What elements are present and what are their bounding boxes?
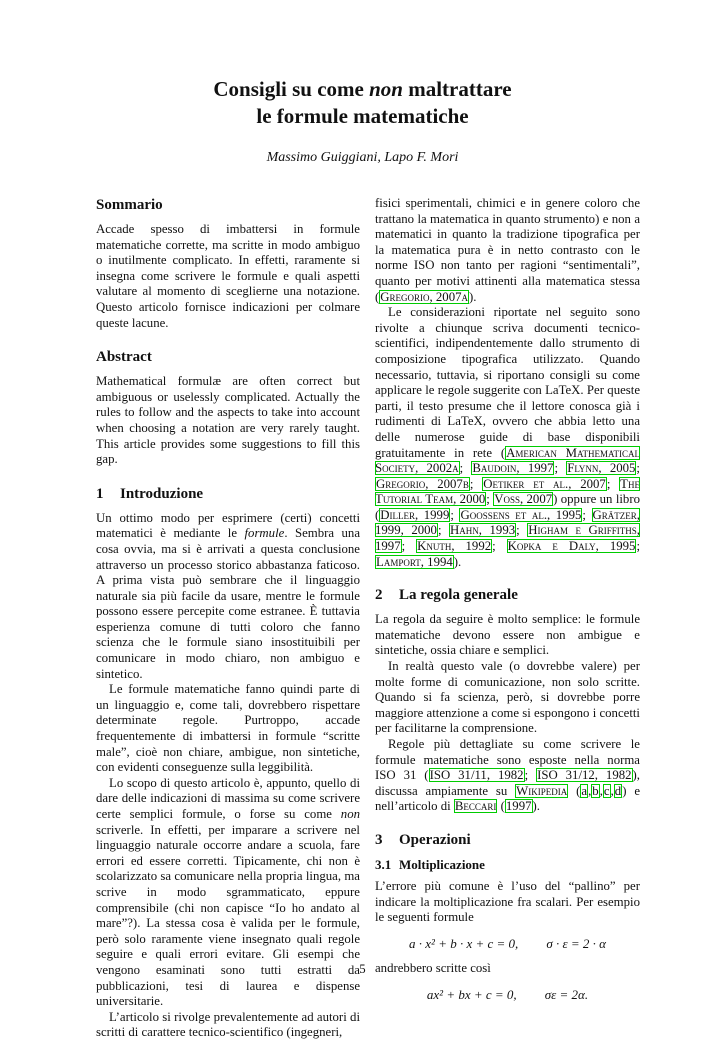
citation-link[interactable]: c: [603, 783, 610, 798]
citation-link[interactable]: The Tutorial Team, 2000: [375, 476, 640, 507]
citation-link[interactable]: Hahn, 1993: [450, 523, 516, 538]
regola-paragraph-1: La regola da seguire è molto semplice: le formule matematiche devono essere non ambigue e sintetiche, ossia chiare e semplici.: [375, 612, 640, 658]
moltiplicazione-heading: 3.1 Moltiplicazione: [375, 856, 485, 872]
sommario-heading: Sommario: [96, 197, 163, 213]
citation-link[interactable]: Diller, 1999: [380, 507, 450, 522]
intro-section: [96, 485, 360, 1041]
citation-link[interactable]: Wikipedia: [516, 783, 568, 798]
citation-link[interactable]: a: [581, 783, 588, 798]
citation-link[interactable]: Beccari: [454, 799, 497, 814]
sommario-text: Accade spesso di imbattersi in formule matematiche corrette, ma scritte in modo ambiguo o inutilmente complicato. In effetti, raramente si insegna come scrivere le formule e quali aspetti valutare al momento di sceglierne una notazione. Questo articolo fornisce indicazioni per colmare queste lacune.: [96, 222, 360, 330]
citation-link[interactable]: Baudoin, 1997: [472, 461, 554, 476]
regola-heading: 2 La regola generale: [375, 587, 518, 604]
page-number: 5: [359, 962, 366, 976]
formula-2: ax² + bx + c = 0, σε = 2α.: [426, 986, 589, 1002]
abstract-heading: Abstract: [96, 349, 152, 366]
citation-link[interactable]: b: [592, 783, 599, 798]
citation-link[interactable]: Higham e Griffiths, 1997: [375, 523, 641, 554]
intro-continued-2: Le considerazioni riportate nel seguito sono rivolte a chiunque scriva documenti tecnico-scientifici, indipendentemente dallo strumento di composizione tipografica utilizzato. Quando necessario, tuttavia, si riportano consigli su come applicare le regole suggerite con LaTeX. Per queste parti, il testo presume che il lettore conosca già i rudimenti di LaTeX, ovvero che abbia letto una delle numerose guide di base disponibili gratuitamente in rete (American Mathematical Society, 2002a; Baudoin, 1997; Flynn, 2005; Gregorio, 2007b; Oetiker et al., 2007; The Tutorial Team, 2000; Voss, 2007) oppure un libro (Diller, 1999; Goossens et al., 1995; Grätzer, 1999, 2000; Hahn, 1993; Higham e Griffiths, 1997; Knuth, 1992; Kopka e Daly, 1995; Lamport, 1994).: [375, 305, 641, 569]
citation-link[interactable]: d: [614, 783, 622, 798]
left-column: [96, 196, 360, 1041]
operazioni-paragraph-2: andrebbero scritte così: [375, 961, 491, 976]
citation-link[interactable]: ISO 31/11, 1982: [429, 768, 524, 783]
formula-1: a · x² + b · x + c = 0, σ · ε = 2 · α: [409, 935, 606, 951]
sommario-section: [96, 196, 360, 331]
citation-link[interactable]: Grätzer, 1999, 2000: [375, 507, 640, 538]
operazioni-heading: 3 Operazioni: [375, 831, 471, 848]
citation-link[interactable]: Lamport, 1994: [376, 554, 453, 569]
intro-paragraph-4: L’articolo si rivolge prevalentemente ad autori di scritti di carattere tecnico-scientifico (ingegneri,: [96, 1009, 360, 1040]
citation-link[interactable]: 1997: [505, 799, 532, 814]
citation-link[interactable]: Kopka e Daly, 1995: [507, 539, 636, 554]
right-column: [375, 196, 640, 1013]
regola-paragraph-2: In realtà questo vale (o dovrebbe valere) per molte forme di comunicazione, non solo scritte. Quando si fa scienza, però, si dovrebbe porre maggiore attenzione a come si espongono i concetti per facilitarne la comprensione.: [375, 659, 640, 736]
intro-heading: 1 Introduzione: [96, 485, 204, 502]
citation-link[interactable]: Goossens et al., 1995: [460, 507, 582, 522]
intro-paragraph-1: Un ottimo modo per esprimere (certi) concetti matematici è mediante le formule. Sembra una cosa ovvia, ma si è arrivati a questa conclusione attraverso un processo storico abbastanza faticoso. A prima vista può sembrare che il linguaggio naturale sia più facile da usare, mentre le formule possono essere percepite come estranee. È tuttavia esperienza comune di tutti coloro che fanno scienza che le formule siano insostituibili per comunicare in modo chiaro, non ambiguo e sintetico.: [96, 510, 360, 681]
citation-link[interactable]: Voss, 2007: [494, 492, 553, 507]
regola-paragraph-3: Regole più dettagliate su come scrivere le formule matematiche sono esposte nella norma ISO 31 (ISO 31/11, 1982; ISO 31/12, 1982), discussa ampiamente su Wikipedia (a,b,c,d) e nell’articolo di Beccari (1997).: [375, 737, 640, 814]
page-title: Consigli su come non maltrattare le formule matematiche: [213, 77, 512, 128]
operazioni-paragraph-1: L’errore più comune è l’uso del “pallino” per indicare la moltiplicazione fra scalari. Per esempio le seguenti formule: [375, 878, 640, 925]
citation-link[interactable]: American Mathematical Society, 2002a: [375, 445, 640, 476]
citation-link[interactable]: Gregorio, 2007b: [376, 476, 469, 491]
citation-link[interactable]: ISO 31/12, 1982: [537, 768, 632, 783]
intro-continued-1: fisici sperimentali, chimici e in genere coloro che trattano la matematica in quanto strumento) e non a matematici in quanto la tradizione tipografica per la matematica pura è in netto contrasto con le norme ISO non tanto per ragioni “sentimentali”, quanto per motivi attinenti alla matematica stessa (Gregorio, 2007a).: [375, 196, 640, 304]
citation-link[interactable]: Knuth, 1992: [417, 539, 492, 554]
authors: Massimo Guiggiani, Lapo F. Mori: [266, 150, 459, 165]
abstract-text: Mathematical formulæ are often correct but ambiguous or uselessly complicated. Actually the rules to follow and the aspects to take into account when choosing a notation are very rarely taught. This article provides some suggestions to fill this gap.: [96, 374, 360, 467]
intro-paragraph-3: Lo scopo di questo articolo è, appunto, quello di dare delle indicazioni di massima su come scrivere certe semplici formule, o forse su come non scriverle. In effetti, per imparare a scrivere nel linguaggio naturale occorre andare a scuola, fare errori ed essere corretti. Tipicamente, chi non è scolarizzato sa comunicare nella propria lingua, ma scrive in modo sgrammaticato, eppure comprensibile (chi non capisce “Io ho andato al mare”?). La stessa cosa è valida per le formule, però solo raramente viene insegnato quali regole seguire e quali errori evitare. Gli esempi che vengono esaminati sono tutti estratti da pubblicazioni, tesi di laurea e dispense universitarie.: [96, 775, 360, 1009]
abstract-section: [96, 348, 360, 468]
intro-paragraph-2: Le formule matematiche fanno quindi parte di un linguaggio e, come tali, dovrebbero rispettare determinate regole. Purtroppo, accade frequentemente di imbattersi in formule “scritte male”, cioè non chiare, ambigue, non sintetiche, con evidenti conseguenze sulla leggibilità.: [96, 682, 360, 775]
citation-link[interactable]: Oetiker et al., 2007: [483, 476, 606, 491]
citation-link[interactable]: Gregorio, 2007a: [380, 289, 468, 304]
regola-section: [375, 586, 640, 815]
citation-link[interactable]: Flynn, 2005: [567, 461, 636, 476]
